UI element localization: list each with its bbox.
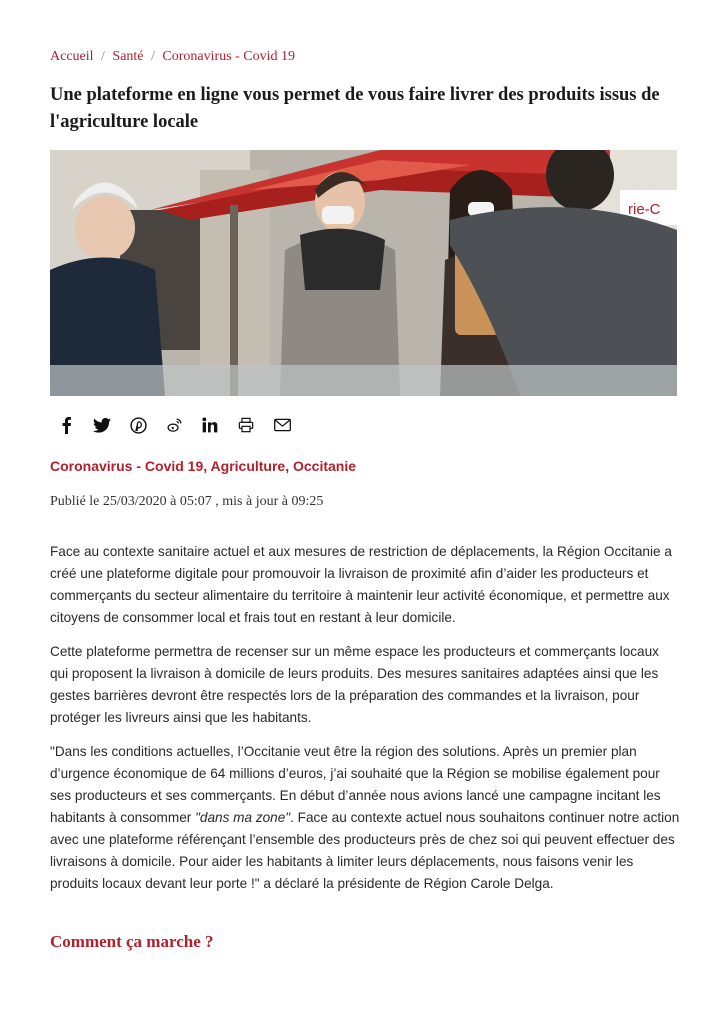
tag-occitanie[interactable]: Occitanie [293, 458, 357, 474]
email-icon[interactable] [272, 415, 292, 435]
market-photo-illustration [50, 150, 677, 396]
publish-date: Publié le 25/03/2020 à 05:07 , mis à jour à 09:25 [50, 494, 324, 509]
article-tags [50, 458, 356, 474]
article-title: Une plateforme en ligne vous permet de vous faire livrer des produits issus de l'agriculture locale [50, 85, 660, 132]
breadcrumb-link-coronavirus[interactable]: Coronavirus - Covid 19 [162, 49, 296, 64]
share-bar [56, 415, 292, 435]
breadcrumb [50, 49, 295, 65]
twitter-icon[interactable] [92, 415, 112, 435]
pinterest-icon[interactable] [128, 415, 148, 435]
quote-text: . Face au contexte actuel nous souhaitons continuer notre action avec une plateforme référençant l’ensemble des producteurs près de chez soi qui peuvent effectuer des livraisons à domicile. Pour aider les habitants à limiter leurs déplacements, nous faisons venir les produits locaux devant leur porte !" a déclaré la présidente de Région Carole Delga. [50, 810, 680, 891]
article-body [50, 541, 680, 907]
tag-coronavirus[interactable]: Coronavirus - Covid 19 [50, 458, 204, 474]
facebook-icon[interactable] [56, 415, 76, 435]
breadcrumb-separator: / [101, 49, 105, 64]
paragraph: Cette plateforme permettra de recenser sur un même espace les producteurs et commerçants locaux qui proposent la livraison à domicile de leurs produits. Des mesures sanitaires adaptées ainsi que les gestes barrières devront être respectés lors de la préparation des commandes et la livraison, pour protéger les livreurs ainsi que les habitants. [50, 644, 659, 725]
tag-separator: , [285, 458, 290, 474]
breadcrumb-link-home[interactable]: Accueil [50, 49, 94, 64]
quote-emphasis: "dans ma zone" [195, 810, 291, 825]
tag-separator: , [203, 458, 208, 474]
weibo-icon[interactable] [164, 415, 184, 435]
svg-text:rie-C: rie-C [628, 201, 661, 218]
tag-agriculture[interactable]: Agriculture [210, 458, 286, 474]
breadcrumb-link-sante[interactable]: Santé [112, 49, 144, 64]
article-photo [50, 150, 677, 396]
paragraph: Face au contexte sanitaire actuel et aux mesures de restriction de déplacements, la Région Occitanie a créé une plateforme digitale pour promouvoir la livraison de proximité afin d’aider les producteurs et commerçants du secteur alimentaire du territoire à maintenir leur activité économique, et permettre aux citoyens de consommer local et frais tout en restant à leur domicile. [50, 544, 672, 625]
print-icon[interactable] [236, 415, 256, 435]
quote-text: "Dans les conditions actuelles, l’Occitanie veut être la région des solutions. Après un premier plan d’urgence économique de 64 millions d’euros, j’ai souhaité que la Région se mobilise également pour ses producteurs et ses commerçants. En début d’année nous avions lancé une campagne incitant les habitants à consommer [50, 744, 661, 825]
section-heading: Comment ça marche ? [50, 932, 214, 951]
paragraph-quote [50, 741, 680, 895]
breadcrumb-separator: / [151, 49, 155, 64]
linkedin-icon[interactable] [200, 415, 220, 435]
